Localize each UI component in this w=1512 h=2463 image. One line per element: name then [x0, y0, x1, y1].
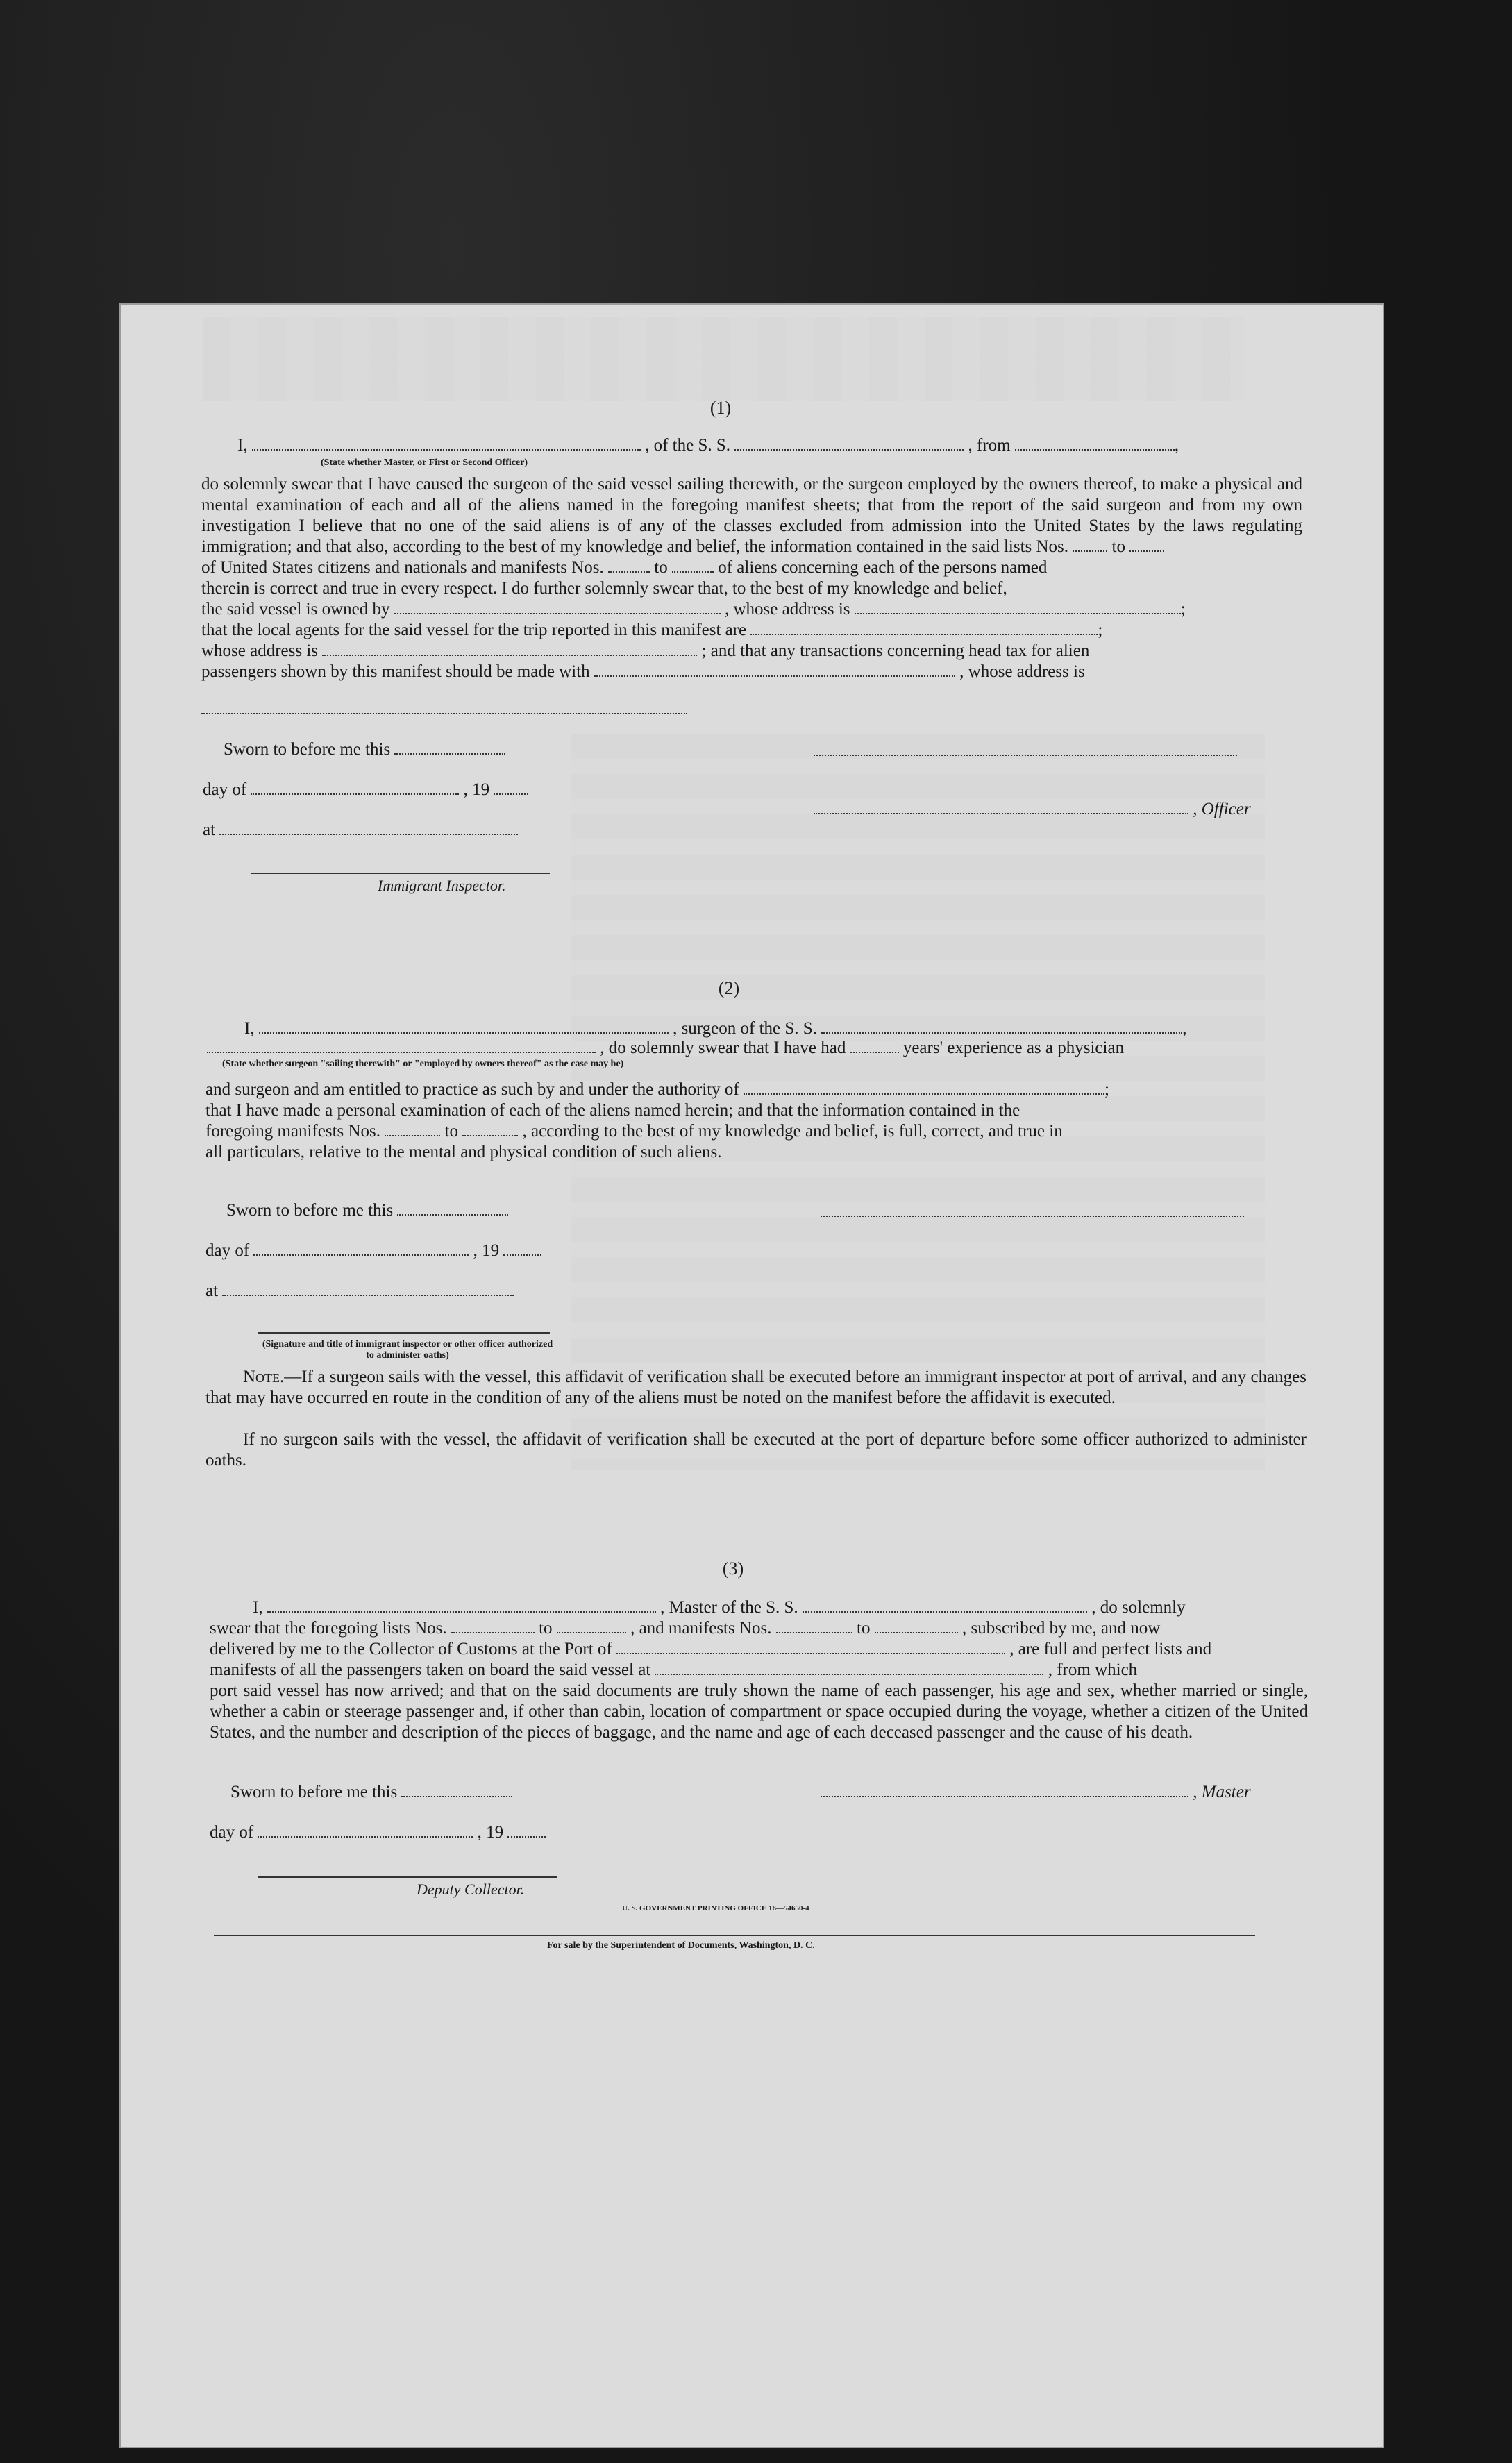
manifest-from-field[interactable] [608, 557, 650, 573]
sworn-day-field[interactable] [401, 1782, 512, 1797]
master-line: , Master [821, 1782, 1251, 1802]
note-text: Note.—If a surgeon sails with the vessel, this affidavit of verification shall be executed before an immigrant inspector at port of arrival, and any changes that may have occurred en route in the condition of any of the aliens must be noted on the manifest before the affidavit is executed. [205, 1368, 1307, 1407]
surgeon-name-field[interactable] [259, 1018, 669, 1034]
bleed-through-header [203, 317, 1244, 401]
manifest-page [119, 303, 1384, 2448]
month-field[interactable] [253, 1241, 469, 1256]
day-of-line: day of , 19 [205, 1241, 541, 1261]
section-number: (2) [718, 978, 740, 998]
port-of-embarkation-field[interactable] [655, 1660, 1043, 1675]
sworn-line: Sworn to before me this [230, 1782, 512, 1802]
section2-line2: , do solemnly swear that I have had years' experience as a physician [207, 1038, 1124, 1058]
field-caption: (State whether surgeon "sailing therewith" or "employed by owners thereof" as the case may be) [222, 1059, 624, 1069]
section2-line1: I, , surgeon of the S. S. , [244, 1019, 1187, 1038]
note-text: If no surgeon sails with the vessel, the affidavit of verification shall be executed at the port of departure before some officer authorized to administer oaths. [205, 1430, 1307, 1470]
field-caption: (State whether Master, or First or Second Officer) [321, 457, 528, 468]
master-name-field[interactable] [267, 1597, 656, 1613]
vessel-name-field[interactable] [803, 1597, 1087, 1613]
at-line: at [203, 820, 518, 840]
field-caption: (Signature and title of immigrant inspector or other officer authorized to administer oaths) [262, 1339, 553, 1361]
year-field[interactable] [507, 1822, 546, 1838]
port-field[interactable] [616, 1639, 1005, 1654]
manifest-to-field[interactable] [875, 1618, 958, 1633]
list-to-field[interactable] [1129, 537, 1164, 552]
month-field[interactable] [251, 780, 459, 795]
officer-signature-line [814, 755, 1237, 756]
printer-imprint: U. S. GOVERNMENT PRINTING OFFICE 16—54650-4 [622, 1904, 809, 1913]
agents-field[interactable] [750, 620, 1098, 635]
day-of-line: day of , 19 [203, 780, 528, 800]
head-tax-field[interactable] [594, 662, 955, 677]
agents-address-field[interactable] [322, 641, 697, 656]
separator-line [201, 713, 687, 714]
manifest-from-field[interactable] [385, 1121, 440, 1136]
inspector-title: Immigrant Inspector. [378, 877, 506, 894]
port-from-field[interactable] [1015, 435, 1175, 451]
section1-line1: I, , of the S. S. , from , [237, 436, 1179, 455]
month-field[interactable] [258, 1822, 473, 1838]
year-field[interactable] [503, 1241, 541, 1256]
manifest-from-field[interactable] [776, 1618, 852, 1633]
manifest-to-field[interactable] [672, 557, 714, 573]
signature-line [258, 1332, 550, 1334]
authority-field[interactable] [744, 1079, 1104, 1095]
surgeon-status-field[interactable] [207, 1038, 596, 1053]
list-from-field[interactable] [451, 1618, 535, 1633]
list-to-field[interactable] [557, 1618, 626, 1633]
inspector-signature-line [251, 873, 550, 874]
vessel-name-field[interactable] [734, 435, 964, 451]
sworn-day-field[interactable] [394, 739, 505, 755]
sale-notice: For sale by the Superintendent of Documents, Washington, D. C. [547, 1940, 815, 1951]
manifest-to-field[interactable] [462, 1121, 518, 1136]
sworn-line: Sworn to before me this [224, 739, 505, 759]
sworn-line: Sworn to before me this [226, 1200, 508, 1220]
officer-line: , Officer [814, 799, 1251, 819]
year-field[interactable] [494, 780, 528, 795]
section3-oath-text: I, , Master of the S. S. , do solemnly swear that the foregoing lists Nos. to , and manifests Nos. to , subscribed by me, and now delivered by me to the Collector of Customs at the Port of , are full and perfect lists and manifests of all the passengers taken on board the said vessel at , from which port said vessel has now arrived; and that on the said documents are truly shown the name of each passenger, his age and sex, whether married or single, whether a cabin or steerage passenger and, if other than cabin, location of compartment or space occupied during the voyage, whether a citizen of the United States, and the number and description of the pieces of baggage, and the name and age of each deceased passenger and the cause of his death. [210, 1598, 1308, 1742]
sworn-day-field[interactable] [397, 1200, 508, 1216]
owner-field[interactable] [394, 599, 721, 614]
officer-signature-field[interactable] [814, 799, 1188, 814]
section-number: (1) [709, 398, 732, 418]
place-field[interactable] [219, 820, 518, 835]
list-from-field[interactable] [1073, 537, 1107, 552]
footer-rule [214, 1935, 1255, 1936]
at-line: at [205, 1281, 514, 1301]
day-of-line: day of , 19 [210, 1822, 546, 1842]
place-field[interactable] [222, 1281, 514, 1296]
master-signature-field[interactable] [821, 1782, 1188, 1797]
years-field[interactable] [850, 1038, 899, 1053]
section1-oath-text: do solemnly swear that I have caused the surgeon of the said vessel sailing therewith, or the surgeon employed by the owners thereof, to make a physical and mental examination of each and all of the aliens named in the foregoing manifest sheets; that from the report of the said surgeon and from my own investigation I believe that no one of the said aliens is of any of the classes excluded from admission into the United States by the laws regulating immigration; and that also, according to the best of my knowledge and belief, the information contained in the said lists Nos. to of United States citizens and nationals and manifests Nos. to of aliens concerning each of the persons named therein is correct and true in every respect. I do further solemnly swear that, to the best of my knowledge and belief, the said vessel is owned by , whose address is ; that the local agents for the said vessel for the trip reported in this manifest are ; whose address is ; and that any transactions concerning head tax for alien passengers shown by this manifest should be made with , whose address is [201, 475, 1302, 681]
officer-name-field[interactable] [252, 435, 641, 451]
collector-signature-line [258, 1876, 557, 1878]
surgeon-signature-line [821, 1216, 1244, 1217]
section-number: (3) [722, 1558, 744, 1579]
vessel-name-field[interactable] [821, 1018, 1182, 1034]
owner-address-field[interactable] [855, 599, 1181, 614]
section2-oath-text: and surgeon and am entitled to practice as such by and under the authority of ; that I have made a personal examination of each of the aliens named herein; and that the information contained in the foregoing manifests Nos. to , according to the best of my knowledge and belief, is full, correct, and true in all particulars, relative to the mental and physical condition of such aliens. [205, 1080, 1109, 1161]
collector-title: Deputy Collector. [417, 1881, 525, 1898]
